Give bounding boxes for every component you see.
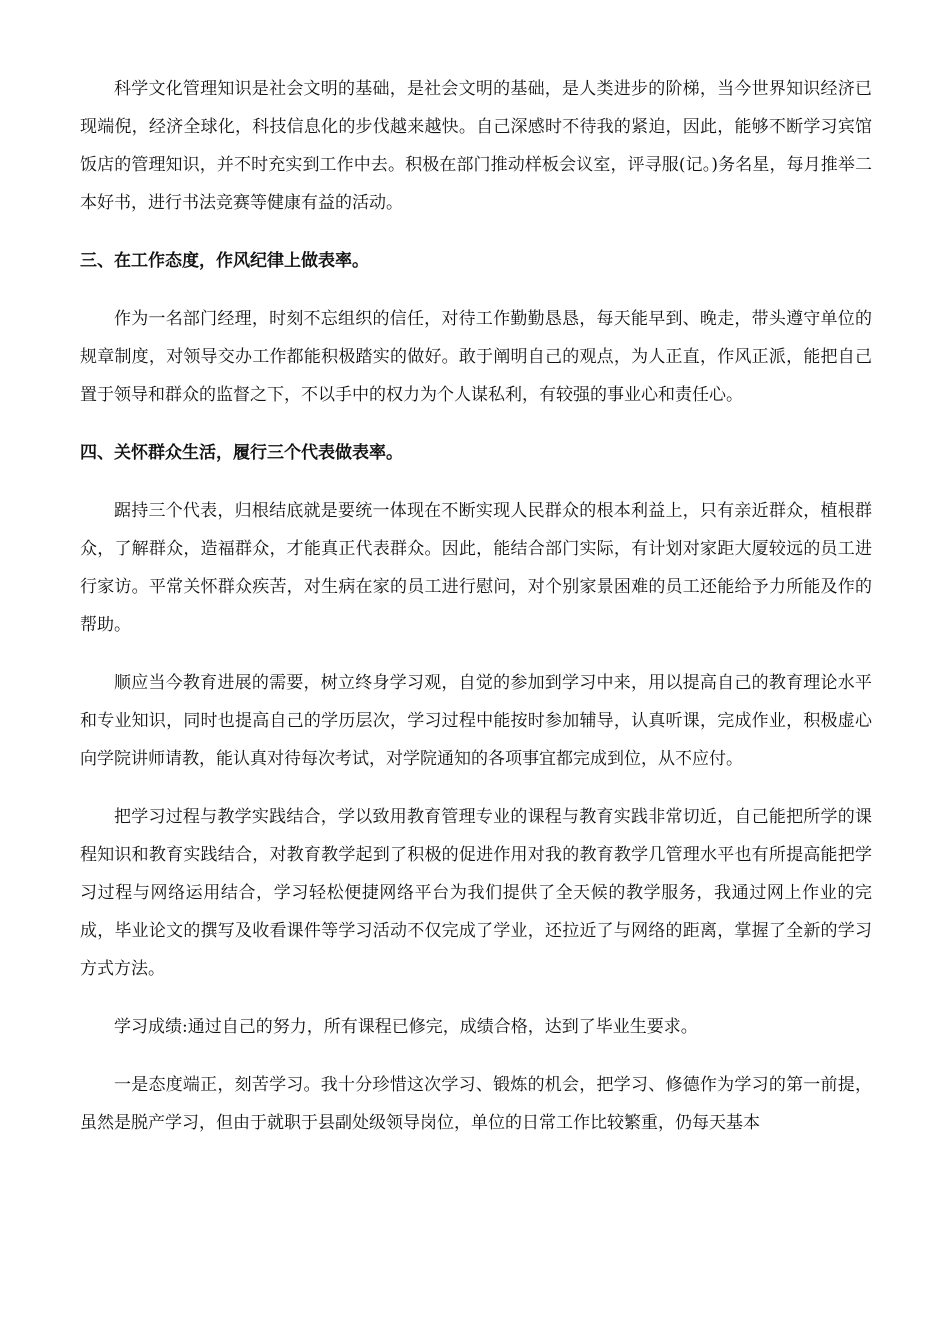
paragraph-management-knowledge: 科学文化管理知识是社会文明的基础，是社会文明的基础，是人类进步的阶梯，当今世界知识经济已现端倪，经济全球化，科技信息化的步伐越来越快。自己深感时不待我的紧迫，因此，能够不断学习宾馆饭店的管理知识，并不时充实到工作中去。积极在部门推动样板会议室，评寻服(记。)务名星，每月推举二本好书，进行书法竞赛等健康有益的活动。 bbox=[80, 79, 872, 213]
paragraph-attitude: 一是态度端正，刻苦学习。我十分珍惜这次学习、锻炼的机会，把学习、修德作为学习的第一前提，虽然是脱产学习，但由于就职于县副处级领导岗位，单位的日常工作比较繁重，仍每天基本 bbox=[80, 1075, 872, 1133]
paragraph-three-represents: 踞持三个代表，归根结底就是要统一体现在不断实现人民群众的根本利益上，只有亲近群众，植根群众，了解群众，造福群众，才能真正代表群众。因此，能结合部门实际，有计划对家距大厦较远的员工进行家访。平常关怀群众疾苦，对生病在家的员工进行慰问，对个别家景困难的员工还能给予力所能及作的帮助。 bbox=[80, 501, 872, 635]
document-body bbox=[80, 70, 872, 1162]
paragraph-learning-practice: 把学习过程与教学实践结合，学以致用教育管理专业的课程与教育实践非常切近，自己能把所学的课程知识和教育实践结合，对教育教学起到了积极的促进作用对我的教育教学几管理水平也有所提高能把学习过程与网络运用结合，学习轻松便捷网络平台为我们提供了全天候的教学服务，我通过网上作业的完成，毕业论文的撰写及收看课件等学习活动不仅完成了学业，还拉近了与网络的距离，掌握了全新的学习方式方法。 bbox=[80, 807, 872, 979]
section-heading-four: 四、关怀群众生活，履行三个代表做表率。 bbox=[80, 443, 403, 463]
paragraph-department-manager: 作为一名部门经理，时刻不忘组织的信任，对待工作勤勤恳恳，每天能早到、晚走，带头遵守单位的规章制度，对领导交办工作都能积极踏实的做好。敢于阐明自己的观点，为人正直，作风正派，能把自己置于领导和群众的监督之下，不以手中的权力为个人谋私利，有较强的事业心和责任心。 bbox=[80, 309, 872, 405]
paragraph-lifelong-learning: 顺应当今教育进展的需要，树立终身学习观，自觉的参加到学习中来，用以提高自己的教育理论水平和专业知识，同时也提高自己的学历层次，学习过程中能按时参加辅导，认真听课，完成作业，积极虚心向学院讲师请教，能认真对待每次考试，对学院通知的各项事宜都完成到位，从不应付。 bbox=[80, 673, 872, 769]
paragraph-learning-results: 学习成绩:通过自己的努力，所有课程已修完，成绩合格，达到了毕业生要求。 bbox=[114, 1017, 698, 1037]
section-heading-three: 三、在工作态度，作风纪律上做表率。 bbox=[80, 251, 369, 271]
